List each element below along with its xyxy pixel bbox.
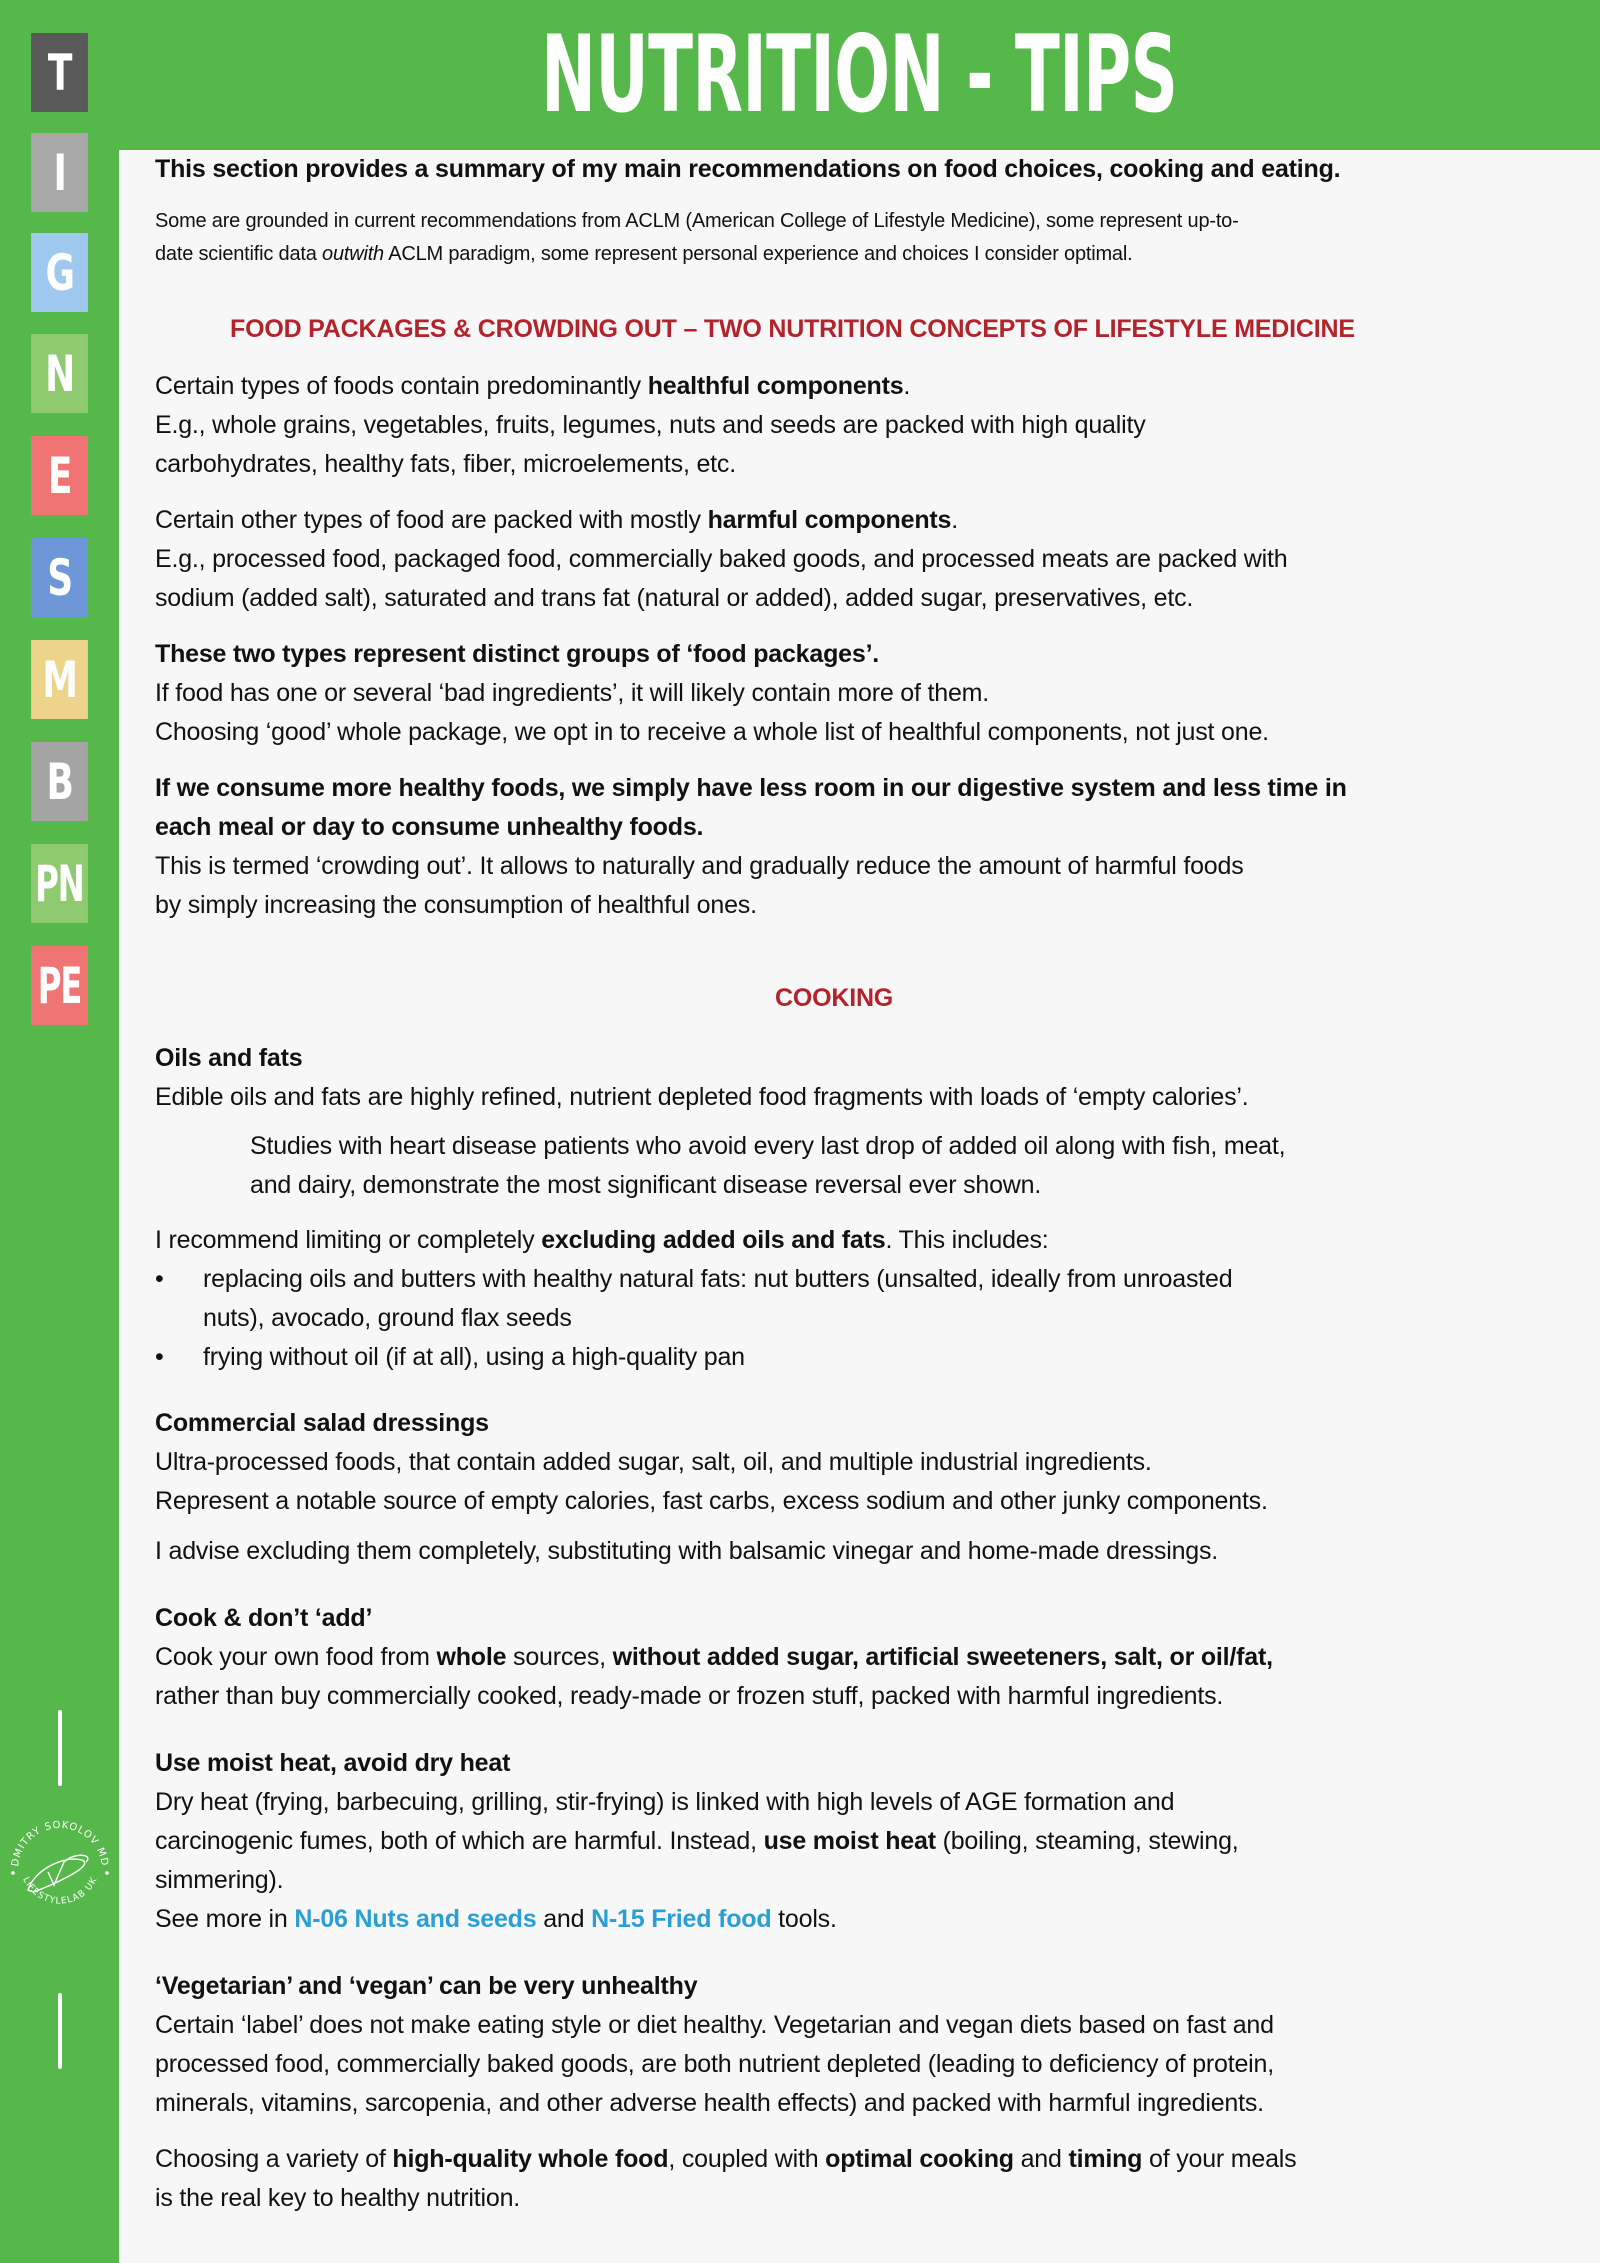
bold-text: harmful components <box>707 506 952 534</box>
text: (boiling, steaming, stewing, <box>935 1827 1239 1855</box>
stamp-top-text: DMITRY SOKOLOV MD <box>10 1819 110 1868</box>
paragraph-line: Ultra-processed foods, that contain added sugar, salt, oil, and multiple industrial ingredients. <box>155 1448 1152 1476</box>
paragraph-line: is the real key to healthy nutrition. <box>155 2184 521 2212</box>
text: Choosing a variety of <box>155 2145 393 2173</box>
subheading-salad-dressings: Commercial salad dressings <box>155 1409 489 1437</box>
paragraph-line-bold: These two types represent distinct groups of ‘food packages’. <box>155 640 880 668</box>
paragraph-line <box>155 2140 1296 2179</box>
bold-text: whole <box>436 1643 507 1671</box>
text: tools. <box>771 1905 837 1933</box>
section-heading-food-packages: FOOD PACKAGES & CROWDING OUT – TWO NUTRITION CONCEPTS OF LIFESTYLE MEDICINE <box>230 315 1355 343</box>
paragraph-line <box>155 1900 837 1939</box>
tab-t[interactable] <box>31 33 88 112</box>
paragraph-line: Edible oils and fats are highly refined, nutrient depleted food fragments with loads of ‘empty calories’. <box>155 1083 1249 1111</box>
tab-g[interactable] <box>31 233 88 312</box>
link-n15-fried-food[interactable]: N-15 Fried food <box>591 1905 772 1933</box>
text: and <box>1013 2145 1069 2173</box>
list-item-continuation: nuts), avocado, ground flax seeds <box>203 1304 572 1332</box>
paragraph-line: Dry heat (frying, barbecuing, grilling, stir-frying) is linked with high levels of AGE formation and <box>155 1788 1175 1816</box>
text: Certain types of foods contain predominantly <box>155 372 648 400</box>
paragraph-line: rather than buy commercially cooked, ready-made or frozen stuff, packed with harmful ingredients. <box>155 1682 1224 1710</box>
paragraph-line: I advise excluding them completely, substituting with balsamic vinegar and home-made dressings. <box>155 1537 1219 1565</box>
paragraph-line: Represent a notable source of empty calories, fast carbs, excess sodium and other junky components. <box>155 1487 1268 1515</box>
tab-label: E <box>47 446 72 505</box>
tab-label: S <box>47 548 72 607</box>
bold-text: optimal cooking <box>825 2145 1014 2173</box>
tab-pe[interactable] <box>31 946 88 1025</box>
intro-line-2 <box>155 238 1132 271</box>
paragraph-line: sodium (added salt), saturated and trans fat (natural or added), added sugar, preservatives, etc. <box>155 584 1194 612</box>
subheading-oils-and-fats: Oils and fats <box>155 1044 303 1072</box>
text: of your meals <box>1142 2145 1297 2173</box>
subheading-cook-dont-add: Cook & don’t ‘add’ <box>155 1604 373 1632</box>
intro-line-1: Some are grounded in current recommendations from ACLM (American College of Lifestyle Medicine), some represent up-to- <box>155 210 1239 232</box>
paragraph-line: If food has one or several ‘bad ingredients’, it will likely contain more of them. <box>155 679 990 707</box>
paragraph-line: minerals, vitamins, sarcopenia, and other adverse health effects) and packed with harmful ingredients. <box>155 2089 1264 2117</box>
paragraph-line-bold: each meal or day to consume unhealthy foods. <box>155 813 704 841</box>
tab-label: T <box>47 43 72 102</box>
tab-label: M <box>42 650 77 709</box>
paragraph-line: E.g., processed food, packaged food, commercially baked goods, and processed meats are packed with <box>155 545 1288 573</box>
bullet-icon: • <box>155 1265 164 1293</box>
tab-label: I <box>53 143 66 202</box>
author-stamp-logo-icon <box>4 1810 116 1922</box>
bold-text: excluding added oils and fats <box>541 1226 886 1254</box>
text: . <box>951 506 958 534</box>
subheading-vegetarian-vegan: ‘Vegetarian’ and ‘vegan’ can be very unhealthy <box>155 1972 698 2000</box>
paragraph-line: processed food, commercially baked goods, are both nutrient depleted (leading to deficiency of protein, <box>155 2050 1274 2078</box>
stamp-bottom-text: LIFESTYLELAB UK <box>20 1875 100 1907</box>
bold-text: timing <box>1068 2145 1143 2173</box>
tab-b[interactable] <box>31 742 88 821</box>
tab-label: G <box>45 243 74 302</box>
text: and <box>536 1905 592 1933</box>
paragraph-line: Choosing ‘good’ whole package, we opt in to receive a whole list of healthful components, not just one. <box>155 718 1269 746</box>
tab-m[interactable] <box>31 640 88 719</box>
subheading-moist-heat: Use moist heat, avoid dry heat <box>155 1749 511 1777</box>
paragraph-line <box>155 1221 1049 1260</box>
paragraph-line-bold: If we consume more healthy foods, we simply have less room in our digestive system and less time in <box>155 774 1347 802</box>
paragraph-line: carbohydrates, healthy fats, fiber, microelements, etc. <box>155 450 736 478</box>
bold-text: without added sugar, artificial sweeteners, salt, or oil/fat, <box>612 1643 1273 1671</box>
paragraph-line <box>155 1638 1273 1677</box>
bullet-icon: • <box>155 1343 164 1371</box>
page-body <box>119 150 1600 2263</box>
page-header <box>119 0 1600 150</box>
paragraph-line: This is termed ‘crowding out’. It allows to naturally and gradually reduce the amount of harmful foods <box>155 852 1244 880</box>
svg-text:DMITRY SOKOLOV MD <box>10 1820 110 1868</box>
tab-label: N <box>45 344 74 403</box>
tab-label: B <box>46 752 73 811</box>
text: Cook your own food from <box>155 1643 437 1671</box>
list-item: frying without oil (if at all), using a high-quality pan <box>203 1343 745 1371</box>
tab-n[interactable] <box>31 334 88 413</box>
decorative-line-bottom <box>58 1993 62 2069</box>
text: , coupled with <box>668 2145 826 2173</box>
sidebar <box>0 0 119 2263</box>
tab-s[interactable] <box>31 538 88 617</box>
text: carcinogenic fumes, both of which are harmful. Instead, <box>155 1827 764 1855</box>
paragraph-line: by simply increasing the consumption of healthful ones. <box>155 891 757 919</box>
paragraph-line: Certain ‘label’ does not make eating style or diet healthy. Vegetarian and vegan diets based on fast and <box>155 2011 1274 2039</box>
paragraph-line <box>155 501 958 540</box>
bold-text: healthful components <box>647 372 904 400</box>
quote-line: Studies with heart disease patients who avoid every last drop of added oil along with fish, meat, <box>250 1132 1286 1160</box>
tab-i[interactable] <box>31 133 88 212</box>
page-title: NUTRITION - TIPS <box>541 13 1178 136</box>
intro-text: date scientific data <box>155 243 323 265</box>
tab-label: PN <box>35 854 84 913</box>
bold-text: high-quality whole food <box>392 2145 669 2173</box>
paragraph-line: simmering). <box>155 1866 284 1894</box>
text: I recommend limiting or completely <box>155 1226 542 1254</box>
link-n06-nuts-and-seeds[interactable]: N-06 Nuts and seeds <box>294 1905 537 1933</box>
paragraph-line <box>155 1822 1239 1861</box>
decorative-line-top <box>58 1710 62 1786</box>
quote-line: and dairy, demonstrate the most significant disease reversal ever shown. <box>250 1171 1042 1199</box>
text: . This includes: <box>885 1226 1049 1254</box>
text: . <box>903 372 911 400</box>
intro-title: This section provides a summary of my main recommendations on food choices, cooking and eating. <box>155 155 1341 183</box>
tab-pn[interactable] <box>31 844 88 923</box>
text: Certain other types of food are packed with mostly <box>155 506 708 534</box>
intro-italic-text: outwith <box>322 243 384 265</box>
paragraph-line <box>155 367 910 406</box>
section-heading-cooking: COOKING <box>775 984 894 1012</box>
paragraph-line: E.g., whole grains, vegetables, fruits, legumes, nuts and seeds are packed with high quality <box>155 411 1146 439</box>
tab-label: PE <box>37 956 82 1015</box>
tab-e[interactable] <box>31 436 88 515</box>
intro-text: ACLM paradigm, some represent personal experience and choices I consider optimal. <box>384 243 1133 265</box>
text: sources, <box>506 1643 613 1671</box>
list-item: replacing oils and butters with healthy natural fats: nut butters (unsalted, ideally from unroasted <box>203 1265 1233 1293</box>
text: See more in <box>155 1905 295 1933</box>
bold-text: use moist heat <box>763 1827 936 1855</box>
